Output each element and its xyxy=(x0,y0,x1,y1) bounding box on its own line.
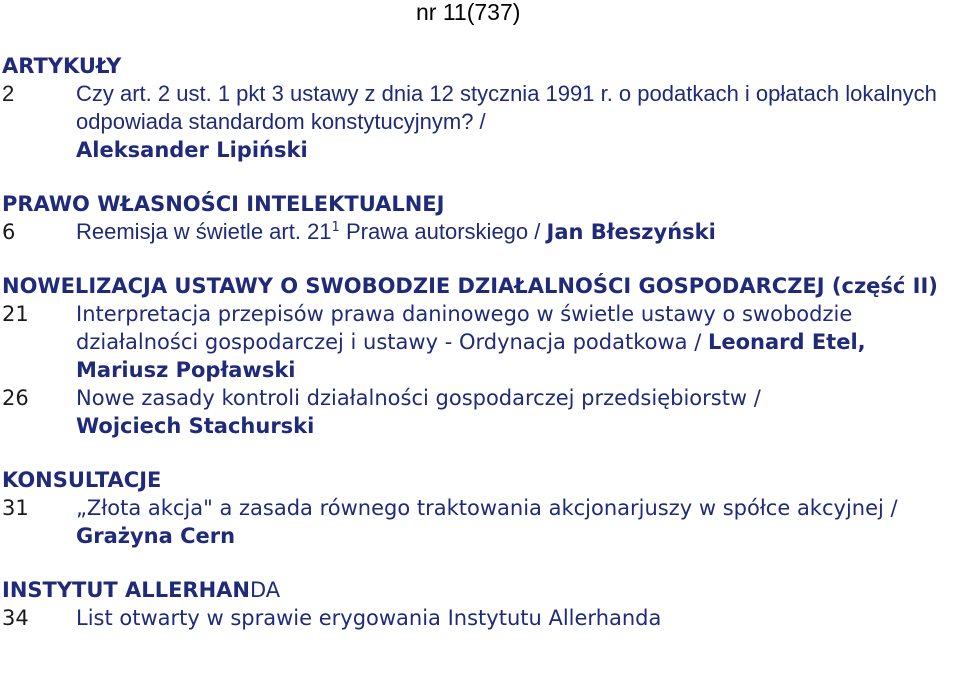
page-number: 31 xyxy=(2,496,29,520)
entry-title-part: Reemisja w świetle art. 21 xyxy=(76,219,332,244)
page-number: 6 xyxy=(2,220,16,244)
entry-superscript: 1 xyxy=(331,220,340,235)
toc-entry[interactable] xyxy=(2,300,958,384)
section-title: PRAWO WŁASNOŚCI INTELEKTUALNEJ xyxy=(2,192,445,216)
page-number: 2 xyxy=(2,81,15,106)
section-allerhand-institute xyxy=(2,576,958,632)
entry-title: „Złota akcja" a zasada równego traktowania akcjonarjuszy w spółce akcyjnej / xyxy=(76,496,898,520)
toc-entry[interactable] xyxy=(2,218,958,246)
section-articles xyxy=(2,52,958,164)
section-title-part: INSTYTUT ALLERHAN xyxy=(2,578,250,602)
toc-entry[interactable] xyxy=(2,80,958,164)
entry-title: List otwarty w sprawie erygowania Instytutu Allerhanda xyxy=(76,606,662,630)
issue-number: nr 11(737) xyxy=(416,0,521,25)
entry-title: Czy art. 2 ust. 1 pkt 3 ustawy z dnia 12 stycznia 1991 r. o podatkach i opłatach lokalnych odpowiada standardom konstytucyjnym? / xyxy=(76,81,937,134)
page-number: 34 xyxy=(2,606,29,630)
section-consultations xyxy=(2,466,958,550)
page-number: 26 xyxy=(2,386,29,410)
section-title: ARTYKUŁY xyxy=(2,54,122,78)
section-title: NOWELIZACJA USTAWY O SWOBODZIE DZIAŁALNOŚCI GOSPODARCZEJ (część II) xyxy=(2,274,938,298)
section-title: KONSULTACJE xyxy=(2,468,162,492)
section-title-part: DA xyxy=(250,578,281,602)
table-of-contents xyxy=(2,52,958,658)
toc-entry[interactable] xyxy=(2,604,958,632)
entry-author: Jan Błeszyński xyxy=(546,220,716,244)
entry-author: Grażyna Cern xyxy=(76,524,236,548)
entry-author: Leonard Etel, Mariusz Popławski xyxy=(76,330,866,382)
toc-entry[interactable] xyxy=(2,494,958,550)
entry-title: Interpretacja przepisów prawa daninowego w świetle ustawy o swobodzie działalności gospodarczej i ustawy - Ordynacja podatkowa / xyxy=(76,302,853,354)
page-number: 21 xyxy=(2,302,29,326)
entry-title: Nowe zasady kontroli działalności gospodarczej przedsiębiorstw / xyxy=(76,386,761,410)
entry-author: Wojciech Stachurski xyxy=(76,414,315,438)
entry-title-part: Prawa autorskiego / xyxy=(339,219,547,244)
section-intellectual-property xyxy=(2,190,958,246)
section-title xyxy=(2,576,958,604)
entry-author: Aleksander Lipiński xyxy=(76,138,308,162)
toc-entry[interactable] xyxy=(2,384,958,440)
section-business-freedom xyxy=(2,272,958,440)
